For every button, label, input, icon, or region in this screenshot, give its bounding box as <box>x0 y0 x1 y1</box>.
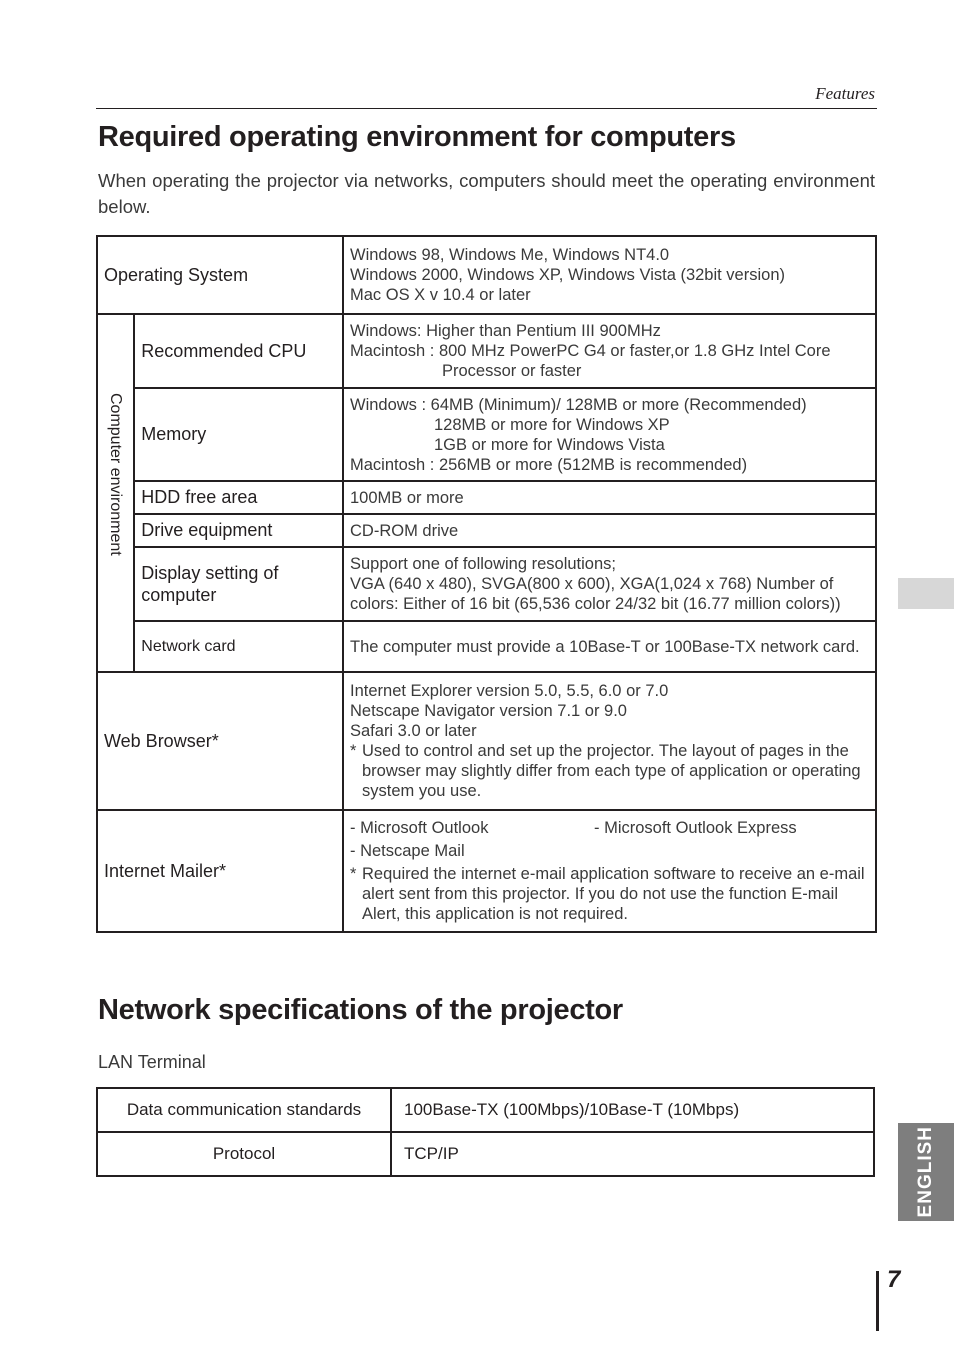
mailer-label: Internet Mailer* <box>97 810 343 932</box>
mailer-value <box>343 810 876 932</box>
table-row <box>97 672 876 810</box>
table-row <box>97 547 876 621</box>
table-row <box>97 236 876 314</box>
drive-label: Drive equipment <box>134 514 343 547</box>
table-row <box>97 1088 874 1132</box>
note-mark: * <box>350 865 357 883</box>
header-rule <box>96 108 877 109</box>
cpu-line: Processor or faster <box>442 362 582 380</box>
section-title-environment: Required operating environment for computers <box>98 121 736 153</box>
section-label: Features <box>815 84 875 103</box>
memory-value <box>343 388 876 481</box>
note-text: Required the internet e-mail application software to receive an e-mail alert sent from this projector. If you do not use the function E-mail Alert, this application is not required. <box>362 865 865 923</box>
memory-label: Memory <box>134 388 343 481</box>
memory-line: 1GB or more for Windows Vista <box>434 435 665 454</box>
os-value <box>343 236 876 314</box>
table-row <box>97 1132 874 1176</box>
os-line: Windows 98, Windows Me, Windows NT4.0 <box>350 246 670 264</box>
lan-terminal-label: LAN Terminal <box>98 1052 206 1072</box>
memory-line: 128MB or more for Windows XP <box>434 415 670 434</box>
cpu-label: Recommended CPU <box>134 314 343 388</box>
network-spec-table <box>96 1087 875 1177</box>
spec-value: 100Base-TX (100Mbps)/10Base-T (10Mbps) <box>391 1088 874 1132</box>
page-number: 7 <box>887 1266 901 1293</box>
computer-env-label: Computer environment <box>107 393 124 556</box>
table-row <box>97 514 876 547</box>
os-label: Operating System <box>97 236 343 314</box>
mailer-row <box>350 818 869 838</box>
mailer-note <box>350 864 869 924</box>
browser-line: Internet Explorer version 5.0, 5.5, 6.0 or 7.0 <box>350 682 669 700</box>
table-row <box>97 810 876 932</box>
computer-env-cell <box>97 314 134 672</box>
spec-key: Protocol <box>97 1132 391 1176</box>
display-label: Display setting of computer <box>134 547 343 621</box>
environment-table <box>96 235 877 933</box>
note-mark: * <box>350 742 357 760</box>
mailer-item: - Microsoft Outlook Express <box>594 819 797 837</box>
chapter-tab <box>898 578 954 609</box>
mailer-item: - Netscape Mail <box>350 842 465 860</box>
table-row <box>97 314 876 388</box>
display-line: Support one of following resolutions; <box>350 555 616 573</box>
browser-label: Web Browser* <box>97 672 343 810</box>
intro-paragraph: When operating the projector via networks, computers should meet the operating environment below. <box>98 170 875 217</box>
os-line: Windows 2000, Windows XP, Windows Vista (32bit version) <box>350 266 785 284</box>
cpu-line: Windows: Higher than Pentium III 900MHz <box>350 322 661 340</box>
language-tab <box>898 1123 954 1221</box>
hdd-label: HDD free area <box>134 481 343 514</box>
table-row <box>97 481 876 514</box>
table-row <box>97 388 876 481</box>
memory-line: Macintosh : 256MB or more (512MB is recommended) <box>350 455 748 474</box>
browser-note <box>350 741 869 801</box>
table-row <box>97 621 876 672</box>
memory-line: Windows : 64MB (Minimum)/ 128MB or more (Recommended) <box>350 395 807 414</box>
os-line: Mac OS X v 10.4 or later <box>350 286 531 304</box>
drive-value: CD-ROM drive <box>343 514 876 547</box>
cpu-line: Macintosh : 800 MHz PowerPC G4 or faster,or 1.8 GHz Intel Core <box>350 342 831 360</box>
note-text: Used to control and set up the projector. The layout of pages in the browser may slightly differ from each type of application or operating system you use. <box>362 742 861 800</box>
section-title-network: Network specifications of the projector <box>98 994 623 1026</box>
hdd-value: 100MB or more <box>343 481 876 514</box>
browser-line: Safari 3.0 or later <box>350 722 477 740</box>
page-number-rule <box>876 1271 879 1331</box>
display-line: VGA (640 x 480), SVGA(800 x 600), XGA(1,024 x 768) Number of colors: Either of 16 bit (65,536 color 24/32 bit (16.77 million colors)) <box>350 575 841 613</box>
mailer-item: - Microsoft Outlook <box>350 819 489 837</box>
spec-value: TCP/IP <box>391 1132 874 1176</box>
browser-line: Netscape Navigator version 7.1 or 9.0 <box>350 702 627 720</box>
network-card-value: The computer must provide a 10Base-T or 100Base-TX network card. <box>343 621 876 672</box>
display-value <box>343 547 876 621</box>
network-card-label: Network card <box>134 621 343 672</box>
cpu-value <box>343 314 876 388</box>
browser-value <box>343 672 876 810</box>
spec-key: Data communication standards <box>97 1088 391 1132</box>
language-label: ENGLISH <box>915 1126 936 1218</box>
